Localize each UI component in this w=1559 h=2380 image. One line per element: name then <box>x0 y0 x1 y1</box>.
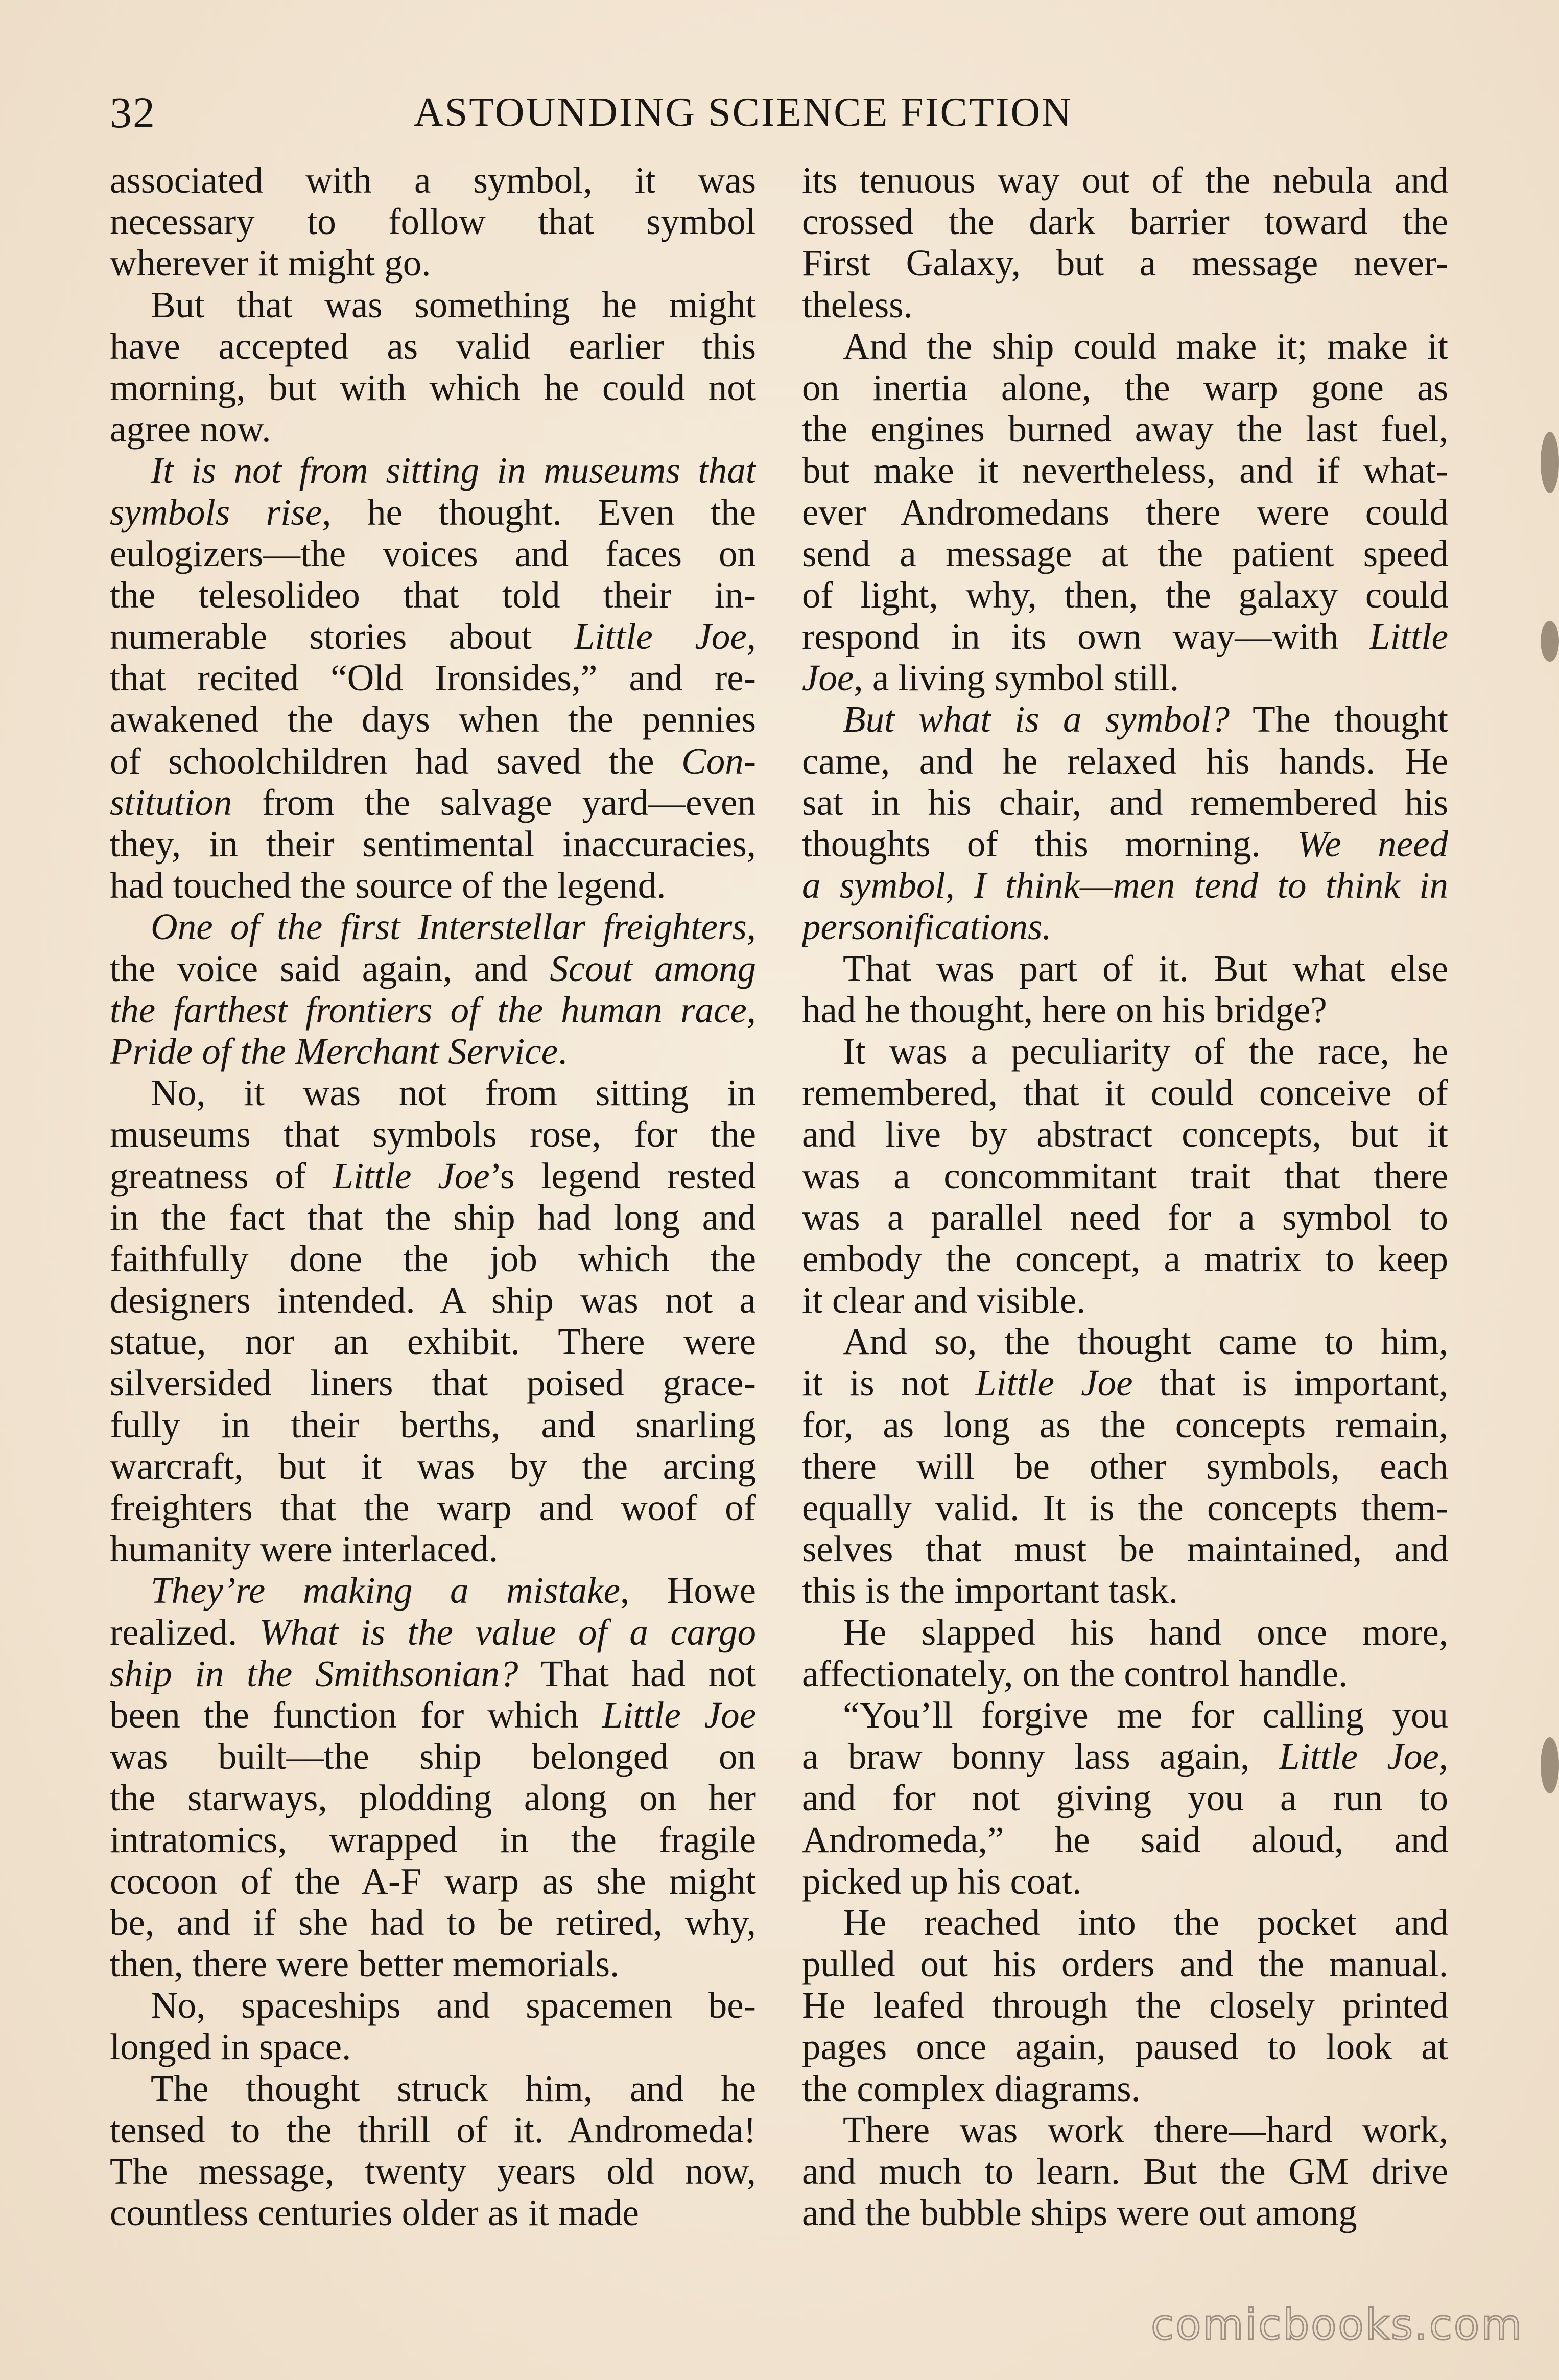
text-line <box>110 450 756 491</box>
text-run: on inertia alone, the warp gone as <box>802 366 1448 408</box>
italic-text: stitution <box>110 781 232 823</box>
text-line <box>802 948 1448 989</box>
italic-text: But what is a symbol? <box>843 698 1230 740</box>
left-column <box>110 159 756 2233</box>
text-run: picked up his coat. <box>802 1860 1082 1902</box>
text-run: “You’ll forgive me for calling you <box>843 1694 1448 1736</box>
italic-text: Joe <box>802 657 854 699</box>
text-run: be, and if she had to be retired, why, <box>110 1901 756 1943</box>
text-run: silversided liners that poised grace- <box>110 1362 756 1404</box>
text-run: theless. <box>802 284 913 325</box>
right-column <box>802 159 1448 2233</box>
italic-text: It is not from sitting in museums that <box>151 450 756 492</box>
text-line <box>802 1404 1448 1445</box>
text-run: of light, why, then, the galaxy could <box>802 574 1448 616</box>
text-line <box>110 1653 756 1694</box>
text-line <box>802 1570 1448 1611</box>
italic-text: Little Joe <box>574 616 747 658</box>
text-line <box>110 1736 756 1777</box>
text-line <box>802 325 1448 367</box>
text-line <box>110 2068 756 2109</box>
text-run: He slapped his hand once more, <box>843 1611 1448 1653</box>
italic-text: Little Joe <box>1279 1736 1439 1778</box>
text-run: have accepted as valid earlier this <box>110 325 756 367</box>
text-run: wherever it might go. <box>110 242 431 284</box>
text-run: It was a peculiarity of the race, he <box>843 1030 1448 1072</box>
text-run: , Howe <box>620 1570 756 1612</box>
text-line <box>110 408 756 450</box>
text-run: No, it was not from sitting in <box>151 1072 756 1114</box>
text-run: But that was something he might <box>151 284 756 325</box>
text-run: , <box>1438 1736 1448 1778</box>
text-run: He reached into the pocket and <box>843 1901 1448 1943</box>
text-line <box>802 450 1448 491</box>
text-run: equally valid. It is the concepts them- <box>802 1487 1448 1528</box>
italic-text: Little Joe <box>602 1694 756 1736</box>
text-line <box>110 616 756 657</box>
text-run: And so, the thought came to him, <box>843 1321 1448 1363</box>
text-run: designers intended. A ship was not a <box>110 1279 756 1321</box>
italic-text: They’re making a mistake <box>151 1570 620 1612</box>
text-line <box>110 1943 756 1985</box>
text-line <box>110 1113 756 1155</box>
text-run: , <box>746 906 756 948</box>
text-run: humanity were interlaced. <box>110 1528 499 1570</box>
text-run: remembered, that it could conceive of <box>802 1072 1448 1114</box>
text-line <box>110 1404 756 1445</box>
text-line <box>802 242 1448 284</box>
text-run: was a concommitant trait that there <box>802 1155 1448 1197</box>
text-line <box>802 657 1448 698</box>
text-line <box>110 1238 756 1279</box>
text-run: There was work there—hard work, <box>843 2109 1448 2151</box>
text-line <box>110 657 756 698</box>
text-line <box>802 989 1448 1031</box>
text-run: and live by abstract concepts, but it <box>802 1113 1448 1155</box>
text-run: awakened the days when the pennies <box>110 698 756 740</box>
text-line <box>110 574 756 616</box>
italic-text: What is the value of a cargo <box>259 1611 756 1653</box>
text-line <box>802 2151 1448 2192</box>
text-run: fully in their berths, and snarling <box>110 1404 756 1445</box>
text-line <box>110 1279 756 1321</box>
text-run: from the salvage yard—even <box>232 781 756 823</box>
binding-hole <box>1541 1737 1559 1793</box>
text-run: there will be other symbols, each <box>802 1445 1448 1487</box>
text-line <box>110 1487 756 1528</box>
text-line <box>802 533 1448 574</box>
text-line <box>802 1197 1448 1238</box>
text-run: statue, nor an exhibit. There were <box>110 1321 756 1363</box>
text-line <box>802 616 1448 657</box>
text-line <box>110 1777 756 1818</box>
text-run: Andromeda,” he said aloud, and <box>802 1818 1448 1860</box>
text-run: they, in their sentimental inaccuracies, <box>110 823 756 865</box>
italic-text: symbols rise <box>110 491 322 533</box>
text-run: warcraft, but it was by the arcing <box>110 1445 756 1487</box>
text-line <box>802 1072 1448 1113</box>
text-line <box>110 1819 756 1860</box>
text-line <box>802 408 1448 450</box>
text-line <box>802 698 1448 740</box>
text-run: sat in his chair, and remembered his <box>802 781 1448 823</box>
text-line <box>802 492 1448 533</box>
italic-text: the farthest frontiers of the human race <box>110 989 747 1031</box>
text-line <box>802 1238 1448 1279</box>
text-line <box>802 1612 1448 1653</box>
text-line <box>110 865 756 906</box>
text-run: and for not giving you a run to <box>802 1777 1448 1819</box>
italic-text: One of the first Interstellar freighters <box>151 906 747 948</box>
text-line <box>802 2109 1448 2151</box>
text-run: that recited “Old Ironsides,” and re- <box>110 657 756 699</box>
text-line <box>802 284 1448 325</box>
text-line <box>802 159 1448 201</box>
italic-text: ship in the Smithsonian? <box>110 1652 518 1694</box>
text-line <box>802 574 1448 616</box>
text-run: the starways, plodding along on her <box>110 1777 756 1819</box>
text-run: been the function for which <box>110 1694 602 1736</box>
text-run: a braw bonny lass again, <box>802 1736 1279 1778</box>
text-line <box>110 948 756 989</box>
text-line <box>802 1860 1448 1902</box>
text-line <box>802 823 1448 865</box>
text-run: tensed to the thrill of it. Andromeda! <box>110 2109 756 2151</box>
text-run: for, as long as the concepts remain, <box>802 1404 1448 1445</box>
text-run: First Galaxy, but a message never- <box>802 242 1448 284</box>
text-run: then, there were better memorials. <box>110 1943 620 1985</box>
text-run: it clear and visible. <box>802 1279 1086 1321</box>
text-line <box>110 533 756 574</box>
text-line <box>110 1902 756 1943</box>
text-run: selves that must be maintained, and <box>802 1528 1448 1570</box>
text-run: He leafed through the closely printed <box>802 1985 1448 2026</box>
text-run: respond in its own way—with <box>802 616 1369 658</box>
text-run: freighters that the warp and woof of <box>110 1487 756 1528</box>
text-run: cocoon of the A-F warp as she might <box>110 1860 756 1902</box>
text-line <box>110 492 756 533</box>
text-line <box>110 2109 756 2151</box>
text-line <box>110 201 756 242</box>
text-line <box>110 325 756 367</box>
text-line <box>802 1777 1448 1818</box>
text-run: , <box>746 989 756 1031</box>
text-line <box>802 1902 1448 1943</box>
text-run: and much to learn. But the GM drive <box>802 2151 1448 2192</box>
text-line <box>110 242 756 284</box>
italic-text: Little <box>1369 616 1448 658</box>
text-run: eulogizers—the voices and faces on <box>110 532 756 574</box>
text-line <box>802 2026 1448 2067</box>
text-run: morning, but with which he could not <box>110 366 756 408</box>
text-line <box>110 1694 756 1736</box>
text-run: greatness of <box>110 1155 333 1197</box>
italic-text: Scout among <box>550 947 756 989</box>
italic-text: personifications. <box>802 906 1052 948</box>
text-run: longed in space. <box>110 2026 351 2068</box>
text-line <box>802 906 1448 947</box>
text-line <box>110 1445 756 1487</box>
text-run: this is the important task. <box>802 1570 1178 1612</box>
text-run: , <box>746 616 756 658</box>
text-run: had touched the source of the legend. <box>110 865 666 906</box>
text-run: that is important, <box>1132 1362 1448 1404</box>
text-run: the telesolideo that told their in- <box>110 574 756 616</box>
text-line <box>110 2192 756 2233</box>
text-run: The message, twenty years old now, <box>110 2151 756 2192</box>
text-line <box>802 1653 1448 1694</box>
text-line <box>802 1736 1448 1777</box>
text-line <box>110 367 756 408</box>
text-run: affectionately, on the control handle. <box>802 1652 1348 1694</box>
text-run: faithfully done the job which the <box>110 1238 756 1279</box>
text-run: thoughts of this morning. <box>802 823 1297 865</box>
italic-text: a symbol, I think—men tend to think in <box>802 865 1448 906</box>
text-line <box>802 1031 1448 1072</box>
text-run: its tenuous way out of the nebula and <box>802 159 1448 201</box>
text-line <box>802 1528 1448 1570</box>
text-run: ’s legend rested <box>489 1155 756 1197</box>
page-header <box>110 84 1482 141</box>
text-run: That had not <box>518 1652 756 1694</box>
text-run: embody the concept, a matrix to keep <box>802 1238 1448 1279</box>
text-line <box>802 782 1448 823</box>
binding-hole <box>1541 432 1559 493</box>
text-line <box>802 2068 1448 2109</box>
text-run: the engines burned away the last fuel, <box>802 408 1448 450</box>
text-run: agree now. <box>110 408 271 450</box>
text-line <box>802 367 1448 408</box>
italic-text: Little Joe <box>975 1362 1133 1404</box>
text-line <box>802 1155 1448 1197</box>
text-run: the voice said again, and <box>110 947 550 989</box>
text-line <box>110 823 756 865</box>
watermark: comicbooks.com <box>1151 2301 1523 2349</box>
text-run: it is not <box>802 1362 976 1404</box>
text-line <box>110 1321 756 1362</box>
text-run: The thought <box>1230 698 1448 740</box>
text-line <box>802 865 1448 906</box>
text-run: . <box>558 1030 568 1072</box>
italic-text: Little Joe <box>333 1155 490 1197</box>
text-line <box>110 782 756 823</box>
text-run: pages once again, paused to look at <box>802 2026 1448 2068</box>
text-line <box>802 1279 1448 1321</box>
text-run: necessary to follow that symbol <box>110 201 756 243</box>
text-run: but make it nevertheless, and if what- <box>802 450 1448 492</box>
text-run: countless centuries older as it made <box>110 2192 639 2234</box>
text-line <box>110 1155 756 1197</box>
text-line <box>110 1985 756 2026</box>
text-line <box>110 906 756 947</box>
page-number: 32 <box>110 88 156 137</box>
text-run: , he thought. Even the <box>322 491 756 533</box>
text-line <box>802 1694 1448 1736</box>
text-line <box>110 989 756 1031</box>
text-run: came, and he relaxed his hands. He <box>802 740 1448 782</box>
text-line <box>110 1570 756 1611</box>
text-run: numerable stories about <box>110 616 574 658</box>
text-run: And the ship could make it; make it <box>843 325 1448 367</box>
text-run: was a parallel need for a symbol to <box>802 1196 1448 1238</box>
text-line <box>110 698 756 740</box>
text-run: the complex diagrams. <box>802 2067 1141 2109</box>
running-head: ASTOUNDING SCIENCE FICTION <box>414 90 1073 135</box>
text-run: The thought struck him, and he <box>151 2067 756 2109</box>
text-run: That was part of it. But what else <box>843 947 1448 989</box>
text-line <box>110 284 756 325</box>
italic-text: Con- <box>681 740 756 782</box>
text-line <box>110 1362 756 1404</box>
text-run: , a living symbol still. <box>854 657 1179 699</box>
text-line <box>110 1072 756 1113</box>
binding-hole <box>1541 621 1559 662</box>
text-run: crossed the dark barrier toward the <box>802 201 1448 243</box>
text-run: No, spaceships and spacemen be- <box>151 1985 756 2026</box>
text-line <box>802 740 1448 782</box>
text-line <box>110 2151 756 2192</box>
text-line <box>802 1943 1448 1985</box>
text-line <box>802 2192 1448 2233</box>
text-line <box>110 1612 756 1653</box>
text-run: realized. <box>110 1611 259 1653</box>
text-run: had he thought, here on his bridge? <box>802 989 1327 1031</box>
text-line <box>110 1860 756 1902</box>
text-run: send a message at the patient speed <box>802 532 1448 574</box>
text-run: in the fact that the ship had long and <box>110 1196 756 1238</box>
text-run: intratomics, wrapped in the fragile <box>110 1818 756 1860</box>
text-line <box>110 2026 756 2067</box>
text-line <box>110 740 756 782</box>
text-run: associated with a symbol, it was <box>110 159 756 201</box>
text-run: ever Andromedans there were could <box>802 491 1448 533</box>
text-line <box>110 1197 756 1238</box>
text-line <box>802 1445 1448 1487</box>
text-line <box>110 1031 756 1072</box>
text-run: and the bubble ships were out among <box>802 2192 1357 2234</box>
text-run: was built—the ship belonged on <box>110 1736 756 1778</box>
text-run: pulled out his orders and the manual. <box>802 1943 1448 1985</box>
text-line <box>802 201 1448 242</box>
text-line <box>802 1487 1448 1528</box>
text-run: museums that symbols rose, for the <box>110 1113 756 1155</box>
text-run: of schoolchildren had saved the <box>110 740 681 782</box>
text-line <box>110 159 756 201</box>
italic-text: We need <box>1297 823 1448 865</box>
text-line <box>110 1528 756 1570</box>
text-line <box>802 1321 1448 1362</box>
text-line <box>802 1819 1448 1860</box>
text-line <box>802 1985 1448 2026</box>
text-line <box>802 1113 1448 1155</box>
text-line <box>802 1362 1448 1404</box>
italic-text: Pride of the Merchant Service <box>110 1030 558 1072</box>
